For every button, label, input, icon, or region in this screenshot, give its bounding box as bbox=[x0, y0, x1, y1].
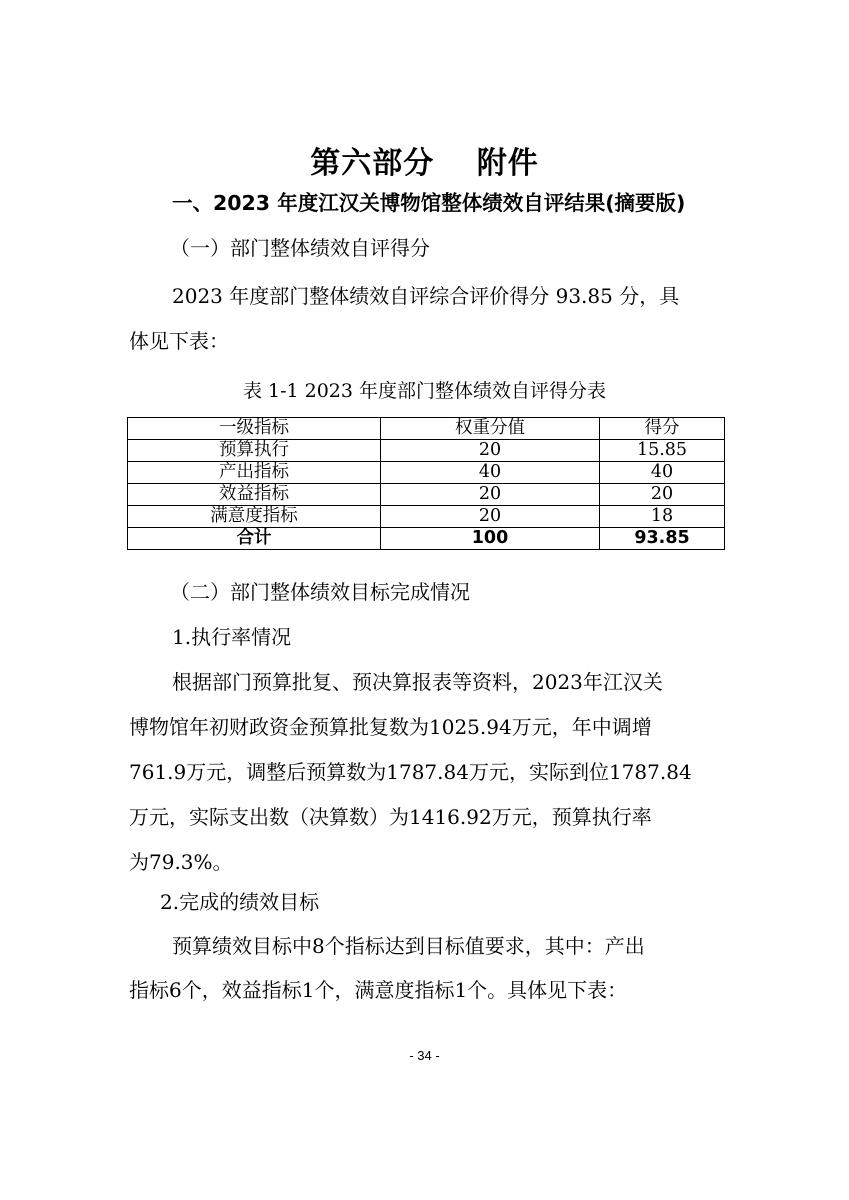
subheading-2: （二）部门整体绩效目标完成情况 bbox=[170, 580, 470, 604]
section-heading: 一、2023 年度江汉关博物馆整体绩效自评结果(摘要版) bbox=[172, 191, 686, 215]
paragraph-2-line-4: 万元，实际支出数（决算数）为1416.92万元，预算执行率 bbox=[129, 805, 652, 829]
paragraph-2-line-3: 761.9万元，调整后预算数为1787.84万元，实际到位1787.84 bbox=[129, 760, 692, 784]
table-cell: 18 bbox=[600, 506, 725, 528]
subheading-1: （一）部门整体绩效自评得分 bbox=[170, 236, 430, 260]
paragraph-2-line-2: 博物馆年初财政资金预算批复数为1025.94万元，年中调增 bbox=[129, 715, 652, 739]
table-cell: 满意度指标 bbox=[128, 506, 381, 528]
score-table bbox=[127, 417, 725, 550]
table-row bbox=[128, 484, 725, 506]
total-cell: 100 bbox=[381, 528, 600, 550]
table-cell: 15.85 bbox=[600, 440, 725, 462]
table-cell: 40 bbox=[600, 462, 725, 484]
page-title: 第六部分 附件 bbox=[310, 146, 539, 181]
table-cell: 预算执行 bbox=[128, 440, 381, 462]
total-cell: 93.85 bbox=[600, 528, 725, 550]
table-cell: 20 bbox=[381, 506, 600, 528]
page-number: - 34 - bbox=[409, 1048, 440, 1063]
table-cell: 20 bbox=[381, 440, 600, 462]
header-cell: 一级指标 bbox=[128, 418, 381, 440]
table-total-row bbox=[128, 528, 725, 550]
table-cell: 20 bbox=[381, 484, 600, 506]
paragraph-2-line-1: 根据部门预算批复、预决算报表等资料，2023年江汉关 bbox=[172, 670, 663, 694]
paragraph-3-line-1: 预算绩效目标中8个指标达到目标值要求，其中：产出 bbox=[172, 934, 645, 958]
header-cell: 权重分值 bbox=[381, 418, 600, 440]
table-row bbox=[128, 440, 725, 462]
paragraph-3-line-2: 指标6个，效益指标1个，满意度指标1个。具体见下表： bbox=[129, 978, 628, 1002]
table-header-row bbox=[128, 418, 725, 440]
item-heading-1: 1.执行率情况 bbox=[172, 625, 292, 649]
paragraph-2-line-5: 为79.3%。 bbox=[129, 850, 233, 874]
table-cell: 20 bbox=[600, 484, 725, 506]
table-cell: 效益指标 bbox=[128, 484, 381, 506]
table-cell: 产出指标 bbox=[128, 462, 381, 484]
table-cell: 40 bbox=[381, 462, 600, 484]
table-caption: 表 1-1 2023 年度部门整体绩效自评得分表 bbox=[242, 380, 607, 402]
table-row bbox=[128, 462, 725, 484]
paragraph-1-line-2: 体见下表： bbox=[129, 329, 229, 353]
paragraph-1-line-1: 2023 年度部门整体绩效自评综合评价得分 93.85 分，具 bbox=[172, 284, 680, 308]
header-cell: 得分 bbox=[600, 418, 725, 440]
item-heading-2: 2.完成的绩效目标 bbox=[160, 890, 320, 914]
total-cell: 合计 bbox=[128, 528, 381, 550]
table-row bbox=[128, 506, 725, 528]
